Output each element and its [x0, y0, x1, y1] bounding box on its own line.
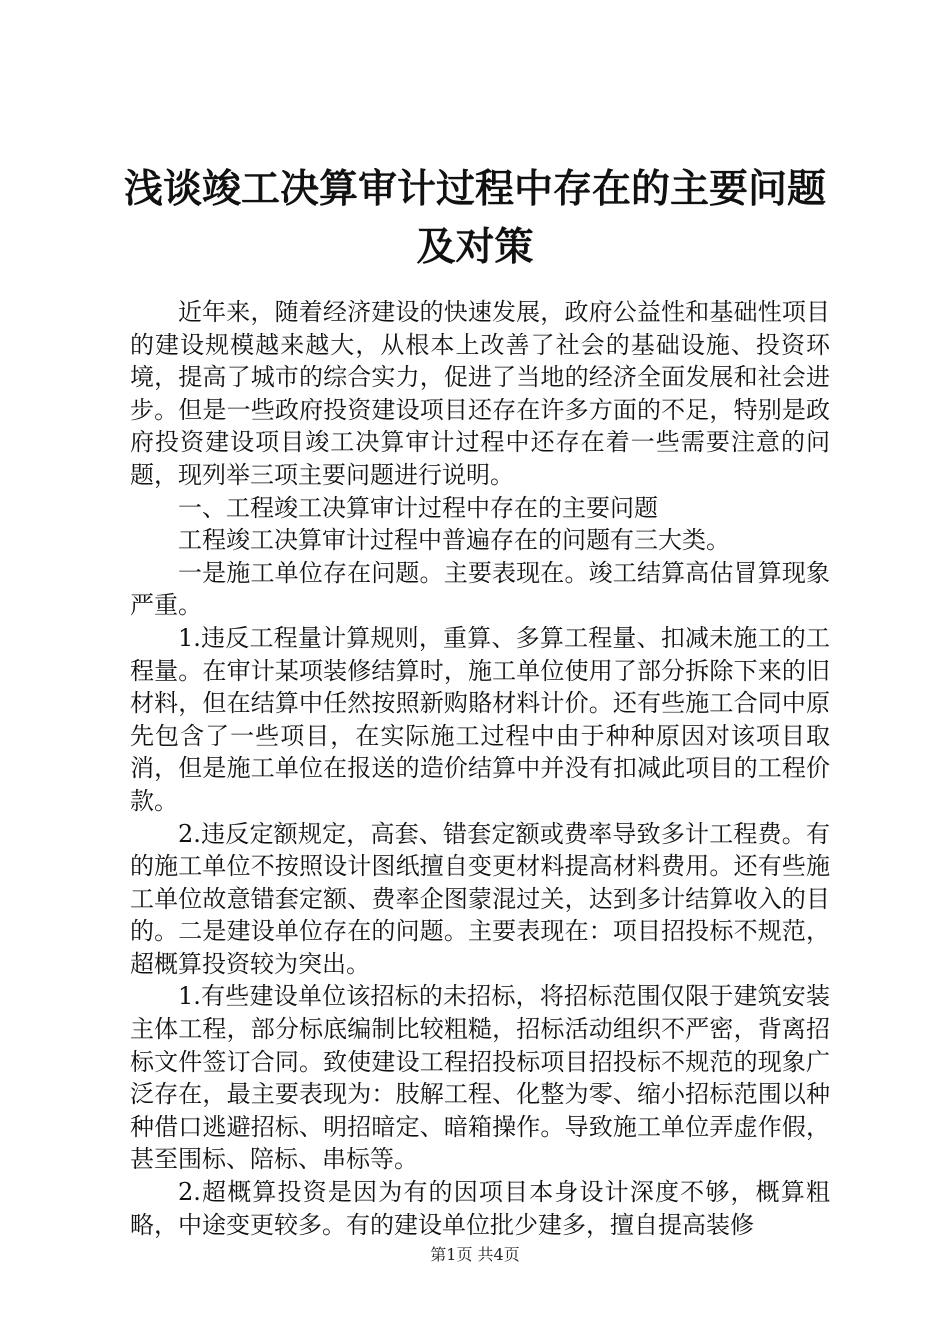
paragraph-item-4: 2.超概算投资是因为有的因项目本身设计深度不够，概算粗略，中途变更较多。有的建设单位批少建多，擅自提高装修	[130, 1178, 830, 1239]
paragraph-overview: 工程竣工决算审计过程中普遍存在的问题有三大类。	[178, 526, 730, 555]
paragraph-intro: 近年来，随着经济建设的快速发展，政府公益性和基础性项目的建设规模越来越大，从根本上改善了社会的基础设施、投资环境，提高了城市的综合实力，促进了当地的经济全面发展和社会进步。但是一些政府投资建设项目还存在许多方面的不足，特别是政府投资建设项目竣工决算审计过程中还存在着一些需要注意的问题，现列举三项主要问题进行说明。	[130, 298, 830, 489]
section-heading: 一、工程竣工决算审计过程中存在的主要问题	[178, 493, 658, 522]
paragraph-item-1: 1.违反工程量计算规则，重算、多算工程量、扣减未施工的工程量。在审计某项装修结算时，施工单位使用了部分拆除下来的旧材料，但在结算中任然按照新购賂材料计价。还有些施工合同中原先包含了一些项目，在实际施工过程中由于种种原因对该项目取消，但是施工单位在报送的造价结算中并没有扣减此项目的工程价款。	[130, 623, 830, 815]
paragraph-contractor-issues: 一是施工单位存在问题。主要表现在。竣工结算高估冒算现象严重。	[130, 558, 830, 620]
page-footer: 第1页 共4页	[430, 1245, 520, 1264]
paragraph-item-3: 1.有些建设单位该招标的未招标，将招标范围仅限于建筑安装主体工程，部分标底编制比较粗糙，招标活动组织不严密，背离招标文件签订合同。致使建设工程招投标项目招投标不规范的现象广泛存在，最主要表现为：肢解工程、化整为零、缩小招标范围以种种借口逃避招标、明招暗定、暗箱操作。导致施工单位弄虚作假，甚至围标、陪标、串标等。	[130, 982, 830, 1174]
document-title: 浅谈竣工决算审计过程中存在的主要问题及对策	[123, 166, 826, 270]
paragraph-item-2: 2.违反定额规定，高套、错套定额或费率导致多计工程费。有的施工单位不按照设计图纸擅自变更材料提高材料费用。还有些施工单位故意错套定额、费率企图蒙混过关，达到多计结算收入的目的。二是建设单位存在的问题。主要表现在：项目招投标不规范，超概算投资较为突出。	[130, 819, 830, 978]
document-body	[130, 296, 830, 1241]
